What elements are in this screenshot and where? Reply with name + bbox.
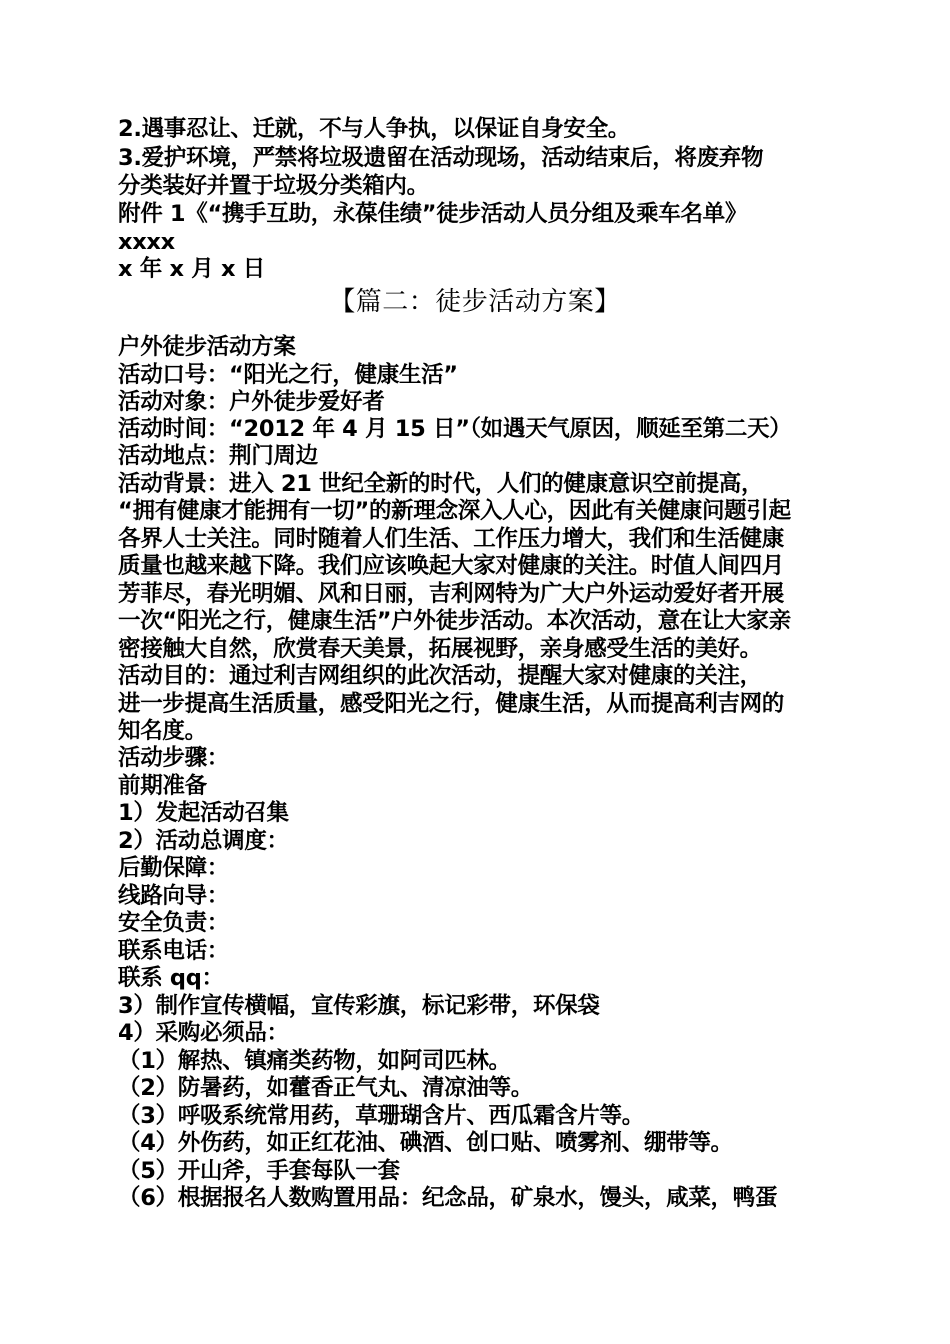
text-line: （3）呼吸系统常用药，草珊瑚含片、西瓜霜含片等。 <box>118 1103 644 1129</box>
text-line: 2）活动总调度： <box>118 828 289 854</box>
text-line: 后勤保障： <box>118 855 230 881</box>
text-line: （6）根据报名人数购置用品：纪念品，矿泉水，馒头，咸菜，鸭蛋 <box>118 1185 778 1211</box>
text-line: x 年 x 月 x 日 <box>118 256 265 282</box>
text-line: 活动目的：通过利吉网组织的此次活动，提醒大家对健康的关注， <box>118 663 762 689</box>
text-line: 附件 1《“携手互助，永葆佳绩”徒步活动人员分组及乘车名单》 <box>118 201 748 227</box>
text-line: 质量也越来越下降。我们应该唤起大家对健康的关注。时值人间四月 <box>118 553 785 579</box>
text-line: （5）开山斧，手套每队一套 <box>118 1158 400 1184</box>
text-line: 活动口号：“阳光之行，健康生活” <box>118 362 458 388</box>
text-line: 芳菲尽，春光明媚、风和日丽，吉利网特为广大户外运动爱好者开展 <box>118 581 785 607</box>
text-line: 活动地点：荆门周边 <box>118 443 318 469</box>
text-line: 1）发起活动召集 <box>118 800 289 826</box>
text-line: 联系 qq： <box>118 965 224 991</box>
text-line: 4）采购必须品： <box>118 1020 289 1046</box>
text-line: 2.遇事忍让、迁就，不与人争执，以保证自身安全。 <box>118 116 631 142</box>
text-line: 活动背景：进入 21 世纪全新的时代，人们的健康意识空前提高， <box>118 471 764 497</box>
text-line: “拥有健康才能拥有一切”的新理念深入人心，因此有关健康问题引起 <box>118 498 791 524</box>
text-line: 密接触大自然，欣赏春天美景，拓展视野，亲身感受生活的美好。 <box>118 636 762 662</box>
text-line: xxxx <box>118 229 175 255</box>
section-title: 【篇二：徒步活动方案】 <box>329 287 621 317</box>
text-line: 户外徒步活动方案 <box>118 334 296 360</box>
text-line: 一次“阳光之行，健康生活”户外徒步活动。本次活动，意在让大家亲 <box>118 608 791 634</box>
text-line: （1）解热、镇痛类药物，如阿司匹林。 <box>118 1048 511 1074</box>
text-line: 各界人士关注。同时随着人们生活、工作压力增大，我们和生活健康 <box>118 526 785 552</box>
text-line: （4）外伤药，如正红花油、碘酒、创口贴、喷雾剂、绷带等。 <box>118 1130 733 1156</box>
text-line: （2）防暑药，如藿香正气丸、清凉油等。 <box>118 1075 533 1101</box>
text-line: 活动步骤： <box>118 745 230 771</box>
text-line: 进一步提高生活质量，感受阳光之行，健康生活，从而提高利吉网的 <box>118 691 785 717</box>
text-line: 3）制作宣传横幅，宣传彩旗，标记彩带，环保袋 <box>118 993 600 1019</box>
text-line: 前期准备 <box>118 773 207 799</box>
text-line: 联系电话： <box>118 938 230 964</box>
text-line: 线路向导： <box>118 883 230 909</box>
text-line: 活动时间：“2012 年 4 月 15 日”（如遇天气原因，顺延至第二天） <box>118 416 792 442</box>
text-line: 3.爱护环境，严禁将垃圾遗留在活动现场，活动结束后，将废弃物 <box>118 145 764 171</box>
text-line: 活动对象：户外徒步爱好者 <box>118 389 385 415</box>
text-line: 分类装好并置于垃圾分类箱内。 <box>118 173 429 199</box>
text-line: 安全负责： <box>118 910 230 936</box>
text-line: 知名度。 <box>118 718 207 744</box>
